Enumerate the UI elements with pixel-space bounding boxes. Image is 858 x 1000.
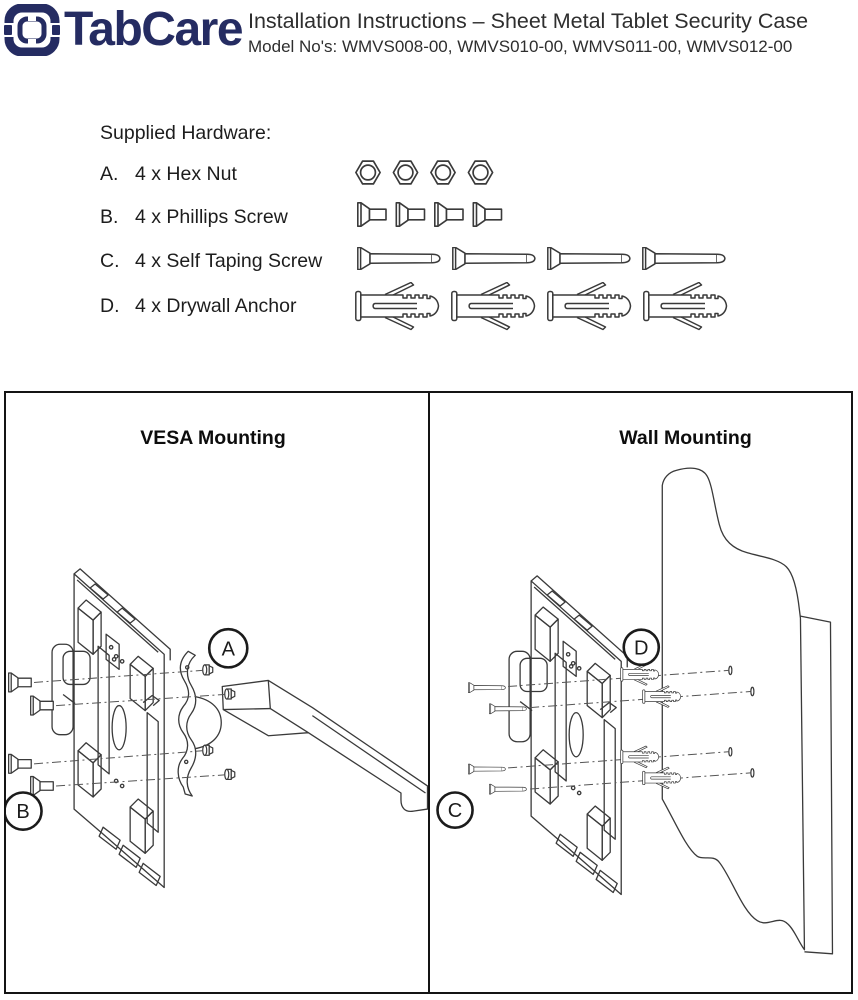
hex-nut-icon xyxy=(355,159,495,186)
hardware-row-self-taping-screw xyxy=(100,250,322,273)
diagram-panels xyxy=(4,391,853,994)
phillips-screw-icon xyxy=(357,202,504,227)
drywall-anchor-icon xyxy=(355,282,729,332)
wall-panel-title: Wall Mounting xyxy=(619,427,752,449)
page-title: Installation Instructions – Sheet Metal Tablet Security Case xyxy=(248,9,809,33)
wall-panel xyxy=(428,393,852,992)
hardware-label: 4 x Self Taping Screw xyxy=(135,250,323,272)
assembly-guide-lines xyxy=(34,670,224,786)
callout-c-label: C xyxy=(447,800,462,823)
callout-d xyxy=(623,630,658,665)
callout-a-label: A xyxy=(221,638,235,661)
hardware-label: 4 x Drywall Anchor xyxy=(135,295,297,317)
tabcare-logo xyxy=(4,4,242,56)
hardware-heading: Supplied Hardware: xyxy=(100,122,272,144)
hardware-row-phillips-screw xyxy=(100,206,288,229)
wall-drawing xyxy=(662,468,832,954)
monitor-arm-drawing xyxy=(222,680,427,811)
hardware-letter: B. xyxy=(100,206,119,228)
hardware-label: 4 x Phillips Screw xyxy=(135,206,288,228)
callout-b xyxy=(6,793,42,830)
hardware-row-drywall-anchor xyxy=(100,295,296,318)
callout-a xyxy=(209,629,247,667)
wall-mounting-diagram xyxy=(430,393,852,992)
hardware-letter: C. xyxy=(100,250,120,272)
vesa-mounting-diagram xyxy=(6,393,428,992)
hardware-label: 4 x Hex Nut xyxy=(135,163,237,185)
model-numbers: Model No's: WMVS008-00, WMVS010-00, WMVS011-00, WMVS012-00 xyxy=(248,37,793,56)
brand-text: TabCare xyxy=(64,3,243,56)
vesa-panel xyxy=(6,393,428,992)
callout-c xyxy=(437,793,472,828)
callout-d-label: D xyxy=(633,637,648,660)
hardware-letter: A. xyxy=(100,163,119,185)
self-taping-screw-icon xyxy=(357,247,730,270)
tabcare-logo-icon xyxy=(4,4,60,56)
hardware-row-hex-nut xyxy=(100,163,237,186)
vesa-adapter-drawing xyxy=(178,651,221,796)
hardware-letter: D. xyxy=(100,295,120,317)
vesa-panel-title: VESA Mounting xyxy=(140,427,286,449)
callout-b-label: B xyxy=(16,801,30,824)
